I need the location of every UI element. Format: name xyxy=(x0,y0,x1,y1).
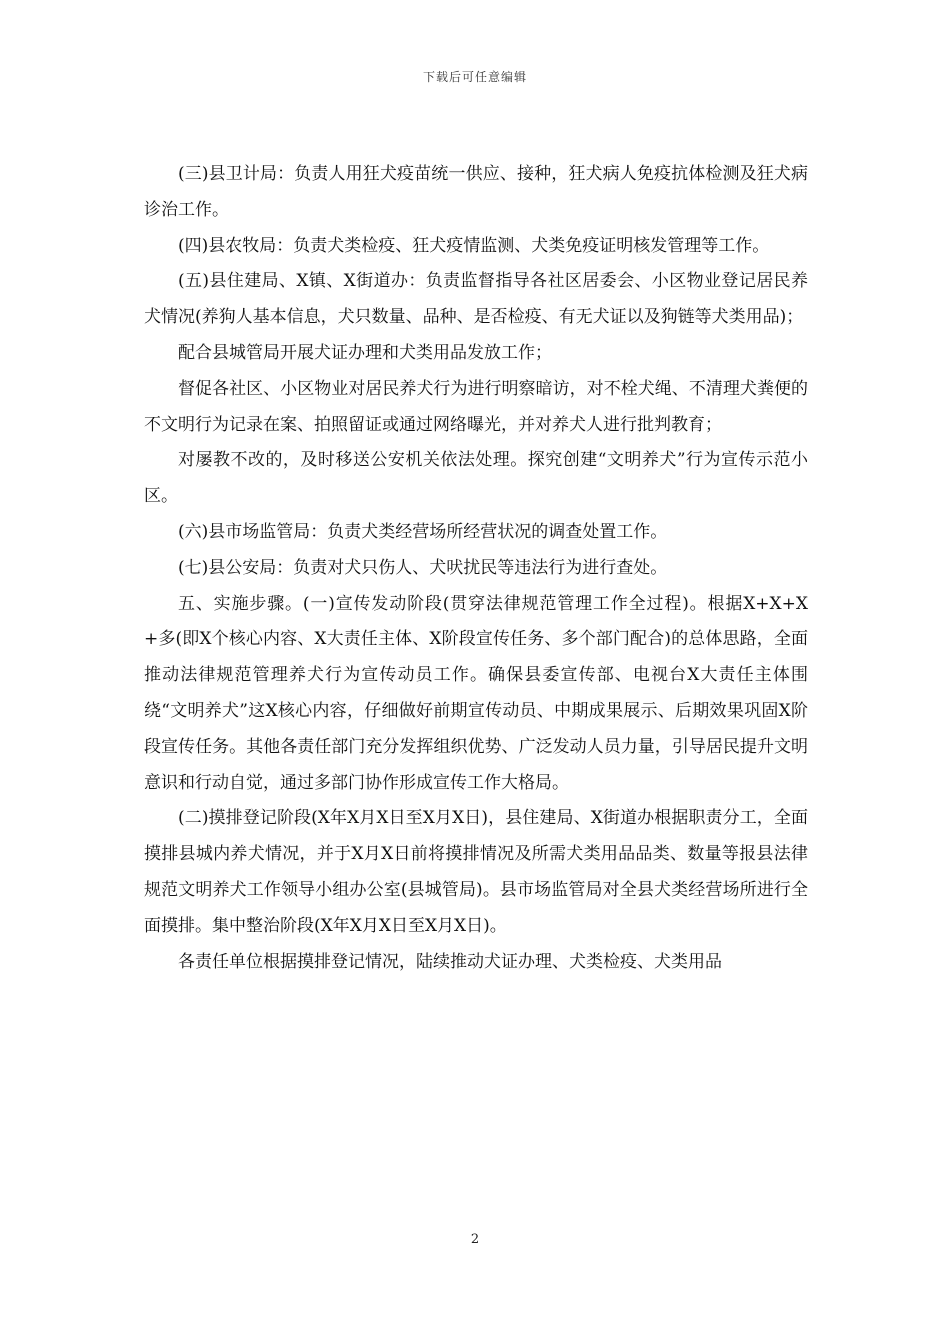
paragraph-agriculture-bureau: (四)县农牧局：负责犬类检疫、狂犬疫情监测、犬类免疫证明核发管理等工作。 xyxy=(178,235,770,256)
paragraph-housing-bureau: (五)县住建局、X镇、X街道办：负责监督指导各社区居委会、小区物业登记居民养犬情况(养狗人基本信息，犬只数量、品种、是否检疫、有无犬证以及狗链等犬类用品)； xyxy=(144,271,808,328)
paragraph-responsible-units: 各责任单位根据摸排登记情况，陆续推动犬证办理、犬类检疫、犬类用品 xyxy=(178,951,722,972)
paragraph-assist-city-management: 配合县城管局开展犬证办理和犬类用品发放工作； xyxy=(178,342,552,363)
paragraph-implementation-steps: 五、实施步骤。(一)宣传发动阶段(贯穿法律规范管理工作全过程)。根据X+X+X+多(即X个核心内容、X大责任主体、X阶段宣传任务、多个部门配合)的总体思路，全面推动法律规范管理养犬行为宣传动员工作。确保县委宣传部、电视台X大责任主体围绕“文明养犬”这X核心内容，仔细做好前期宣传动员、中期成果展示、后期效果巩固X阶段宣传任务。其他各责任部门充分发挥组织优势、广泛发动人员力量，引导居民提升文明意识和行动自觉，通过多部门协作形成宣传工作大格局。 xyxy=(144,593,808,793)
document-body xyxy=(144,157,808,980)
paragraph-public-security: (七)县公安局：负责对犬只伤人、犬吠扰民等违法行为进行查处。 xyxy=(178,557,668,578)
paragraph-market-supervision: (六)县市场监管局：负责犬类经营场所经营状况的调查处置工作。 xyxy=(178,521,668,542)
page-header: 下载后可任意编辑 xyxy=(422,70,527,84)
paragraph-repeat-offenders: 对屡教不改的，及时移送公安机关依法处理。探究创建“文明养犬”行为宣传示范小区。 xyxy=(144,450,808,507)
paragraph-registration-stage: (二)摸排登记阶段(X年X月X日至X月X日)，县住建局、X街道办根据职责分工，全面摸排县城内养犬情况，并于X月X日前将摸排情况及所需犬类用品品类、数量等报县法律规范文明养犬工作领导小组办公室(县城管局)。县市场监管局对全县犬类经营场所进行全面摸排。集中整治阶段(X年X月X日至X月X日)。 xyxy=(144,808,808,936)
page-number: 2 xyxy=(470,1232,480,1247)
paragraph-supervise-community: 督促各社区、小区物业对居民养犬行为进行明察暗访，对不栓犬绳、不清理犬粪便的不文明行为记录在案、拍照留证或通过网络曝光，并对养犬人进行批判教育； xyxy=(144,378,808,435)
paragraph-health-bureau: (三)县卫计局：负责人用狂犬疫苗统一供应、接种，狂犬病人免疫抗体检测及狂犬病诊治工作。 xyxy=(144,164,808,220)
